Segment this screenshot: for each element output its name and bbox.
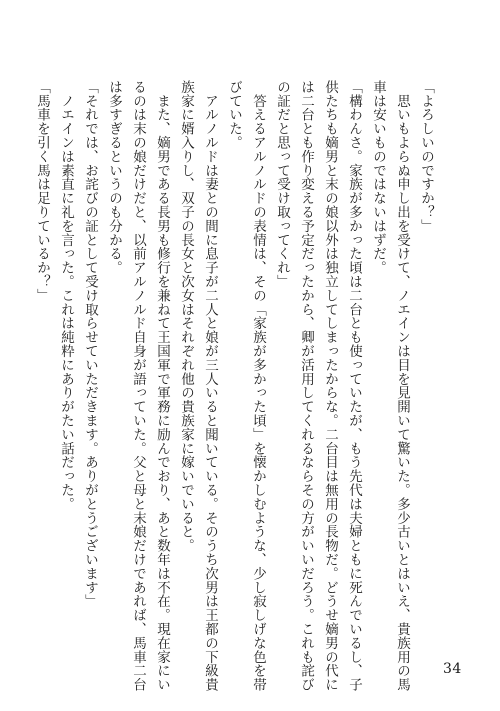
text-line: 「よろしいのですか？」 (418, 80, 434, 233)
vertical-text-body (30, 80, 438, 692)
text-line: 「構わんさ。家族が多かった頃は二台とも使っていたが、もう先代は夫婦ともに死んでいるし、子 (346, 80, 362, 692)
text-line: は多すぎるというのも分かる。 (106, 80, 122, 275)
text-line: は二台とも作り変える予定だったから、卿が活用してくれるならその方がいいだろう。これも詫び (298, 80, 314, 692)
text-line: びていた。 (226, 80, 242, 150)
text-line: ノエインは素直に礼を言った。これは純粋にありがたい話だった。 (58, 80, 74, 511)
text-line: るのは末の娘だけだと、以前アルノルド自身が語っていた。父と母と末娘だけであれば、馬車二台 (130, 80, 146, 692)
text-line: の証だと思って受け取ってくれ」 (274, 80, 290, 289)
text-line: アルノルドは妻との間に息子が二人と娘が三人いると聞いている。そのうち次男は王都の下級貴 (202, 80, 218, 692)
text-line: 思いもよらぬ申し出を受けて、ノエインは目を見開いて驚いた。多少古いとはいえ、貴族用の馬 (394, 80, 410, 692)
text-line: 車は安いものではないはずだ。 (370, 80, 386, 275)
text-line: 供たちも嫡男と末の娘以外は独立してしまったからな。二台目は無用の長物だ。どうせ嫡男の代に (322, 80, 338, 692)
text-line: また、嫡男である長男も修行を兼ねて王国軍で軍務に励んでおり、あと数年は不在。現在家にい (154, 80, 170, 692)
text-line: 族家に婿入りし、双子の長女と次女はそれぞれ他の貴族家に嫁いでいると。 (178, 80, 194, 553)
text-line: 「それでは、お詫びの証として受け取らせていただきます。ありがとうございます」 (82, 80, 98, 609)
text-line: 答えるアルノルドの表情は、その「家族が多かった頃」を懐かしむような、少し寂しげな色を帯 (250, 80, 266, 692)
text-line: 「馬車を引く馬は足りているか？」 (34, 80, 50, 303)
page-number: 34 (443, 661, 462, 677)
